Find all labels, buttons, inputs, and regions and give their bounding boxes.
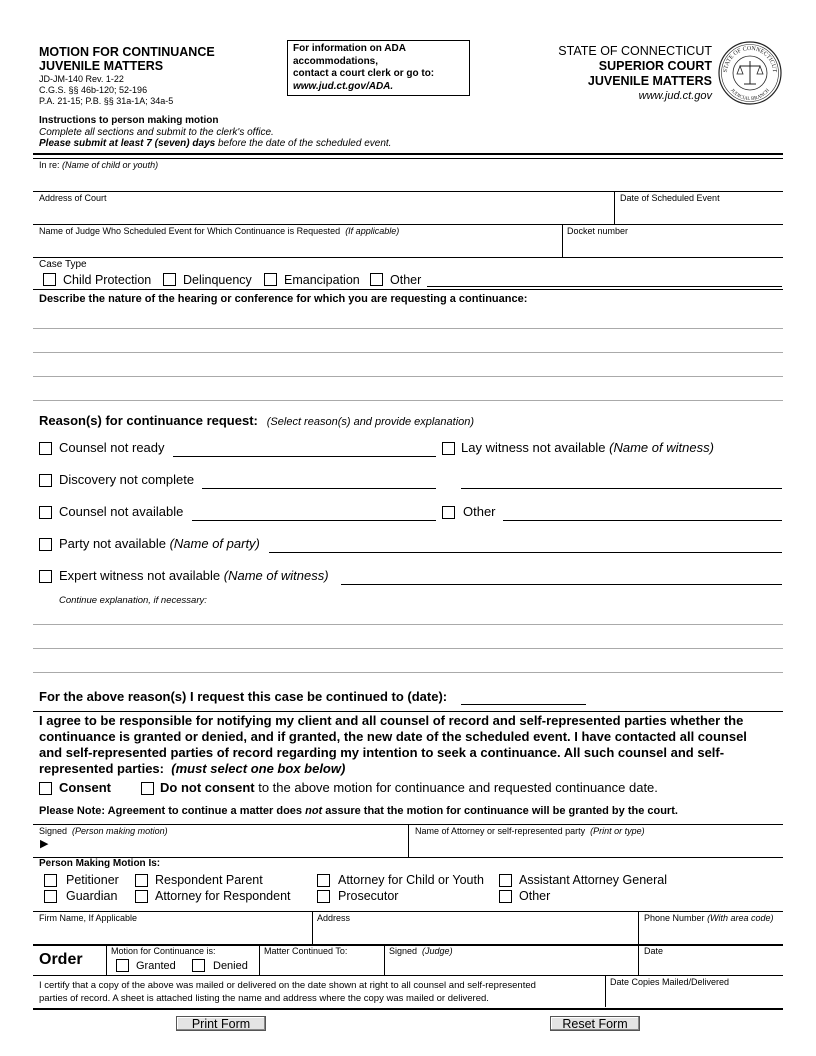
address-of-court-label: Address of Court — [39, 193, 107, 203]
describe-hearing-label: Describe the nature of the hearing or conference for which you are requesting a continuance: — [39, 293, 528, 305]
continue-explanation-label: Continue explanation, if necessary: — [59, 595, 207, 606]
phone-input[interactable] — [640, 923, 782, 943]
case-type-other-label: Other — [390, 273, 422, 287]
in-re-text: In re: — [39, 160, 60, 170]
certify-line2: parties of record. A sheet is attached listing the name and address where the copy was mailed or delivered. — [39, 992, 489, 1004]
ada-link[interactable]: www.jud.ct.gov/ADA. — [293, 80, 394, 92]
judge-signed-text: Signed — [389, 946, 418, 956]
divider — [614, 191, 615, 224]
counsel-not-available-label: Counsel not available — [59, 504, 184, 519]
instructions-heading: Instructions to person making motion — [39, 115, 219, 126]
phone-label — [644, 913, 774, 923]
date-copies-input[interactable] — [607, 988, 782, 1006]
lay-witness-input[interactable] — [461, 488, 782, 489]
judge-signed-label — [389, 946, 453, 956]
divider — [384, 945, 385, 975]
in-re-input[interactable] — [33, 170, 783, 190]
order-denied-checkbox[interactable] — [192, 959, 205, 972]
case-type-delinquency-checkbox[interactable] — [163, 273, 176, 286]
judge-signed-hint: (Judge) — [422, 946, 453, 956]
address-input[interactable] — [314, 923, 636, 943]
reset-form-button[interactable]: Reset Form — [550, 1016, 640, 1031]
counsel-not-available-checkbox[interactable] — [39, 506, 52, 519]
attorney-name-input[interactable] — [410, 836, 782, 856]
continued-to-date-input[interactable] — [461, 704, 586, 705]
order-date-input[interactable] — [640, 957, 782, 974]
divider — [33, 1008, 783, 1010]
role-guardian-checkbox[interactable] — [44, 890, 57, 903]
describe-line-4[interactable] — [33, 400, 783, 401]
divider — [33, 711, 783, 712]
expert-witness-hint: (Name of witness) — [223, 568, 329, 583]
role-prosecutor-label: Prosecutor — [338, 889, 399, 903]
divider — [33, 257, 783, 258]
signature-input[interactable] — [55, 836, 405, 856]
role-attorney-child-label: Attorney for Child or Youth — [338, 873, 484, 887]
ada-info-box — [287, 40, 470, 96]
docket-input[interactable] — [564, 236, 782, 256]
role-prosecutor-checkbox[interactable] — [317, 890, 330, 903]
case-type-delinquency-label: Delinquency — [183, 273, 252, 287]
case-type-label: Case Type — [39, 259, 87, 270]
divider — [605, 975, 606, 1007]
divider — [106, 945, 107, 975]
form-citations — [39, 74, 173, 107]
divider — [33, 224, 783, 225]
divider — [33, 191, 783, 192]
lay-witness-text: Lay witness not available — [461, 440, 606, 455]
instructions — [39, 115, 391, 150]
instructions-deadline: Please submit at least 7 (seven) days — [39, 138, 216, 149]
party-not-available-input[interactable] — [269, 552, 782, 553]
order-date-label: Date — [644, 946, 664, 956]
form-title-line1: MOTION FOR CONTINUANCE — [39, 45, 215, 59]
party-not-available-label — [59, 536, 260, 551]
consent-label: Consent — [59, 780, 111, 795]
discovery-input[interactable] — [202, 488, 436, 489]
counsel-not-ready-label: Counsel not ready — [59, 440, 165, 455]
matter-continued-to-label: Matter Continued To: — [264, 946, 348, 956]
divider — [33, 153, 783, 155]
role-petitioner-label: Petitioner — [66, 873, 119, 887]
agreement-line2: continuance is granted or denied, and if granted, the new date of the scheduled event. I have contacted all counsel — [39, 729, 747, 744]
state-seal-icon — [717, 40, 783, 106]
division-name: JUVENILE MATTERS — [587, 74, 712, 88]
firm-name-input[interactable] — [35, 923, 310, 943]
explanation-line-3[interactable] — [33, 672, 783, 673]
case-type-child-protection-checkbox[interactable] — [43, 273, 56, 286]
case-type-emancipation-checkbox[interactable] — [264, 273, 277, 286]
order-title: Order — [39, 951, 83, 968]
reasons-heading-text: Reason(s) for continuance request: — [39, 413, 258, 428]
lay-witness-hint: (Name of witness) — [609, 440, 714, 455]
divider — [312, 911, 313, 944]
ada-line3: contact a court clerk or go to: — [293, 68, 435, 79]
role-other-checkbox[interactable] — [499, 890, 512, 903]
case-type-child-protection-label: Child Protection — [63, 273, 152, 287]
docket-label: Docket number — [567, 226, 629, 236]
address-label: Address — [317, 913, 351, 923]
date-copies-label: Date Copies Mailed/Delivered — [610, 977, 730, 987]
reason-other-input[interactable] — [503, 520, 782, 521]
cgs-citation: C.G.S. §§ 46b-120; 52-196 — [39, 85, 148, 95]
certification — [39, 980, 536, 1005]
date-of-event-label: Date of Scheduled Event — [620, 193, 720, 203]
divider — [33, 975, 783, 976]
form-title — [39, 45, 215, 73]
attorney-name-label — [415, 826, 645, 836]
agreement-statement — [39, 713, 783, 777]
counsel-not-available-input[interactable] — [192, 520, 436, 521]
do-not-consent-checkbox[interactable] — [141, 782, 154, 795]
role-guardian-label: Guardian — [66, 889, 118, 903]
address-of-court-input[interactable] — [33, 203, 613, 223]
describe-line-1[interactable] — [33, 328, 783, 329]
discovery-checkbox[interactable] — [39, 474, 52, 487]
court-name: SUPERIOR COURT — [598, 59, 712, 73]
judge-signature-input[interactable] — [386, 957, 636, 974]
reasons-hint: (Select reason(s) and provide explanation) — [266, 416, 475, 428]
role-attorney-respondent-label: Attorney for Respondent — [155, 889, 291, 903]
note-not: not — [305, 805, 323, 817]
role-respondent-parent-checkbox[interactable] — [135, 874, 148, 887]
matter-continued-to-input[interactable] — [261, 957, 381, 974]
in-re-hint: (Name of child or youth) — [62, 160, 159, 170]
consent-checkbox[interactable] — [39, 782, 52, 795]
party-not-available-text: Party not available — [59, 536, 166, 551]
divider — [33, 911, 783, 912]
party-not-available-checkbox[interactable] — [39, 538, 52, 551]
reasons-heading — [39, 412, 474, 430]
pa-citation: P.A. 21-15; P.B. §§ 31a-1A; 34a-5 — [39, 96, 174, 106]
reason-other-label: Other — [463, 504, 496, 519]
role-other-label: Other — [519, 889, 551, 903]
divider — [638, 911, 639, 944]
role-respondent-parent-label: Respondent Parent — [155, 873, 263, 887]
in-re-label — [39, 160, 158, 170]
case-type-other-checkbox[interactable] — [370, 273, 383, 286]
counsel-not-ready-input[interactable] — [173, 456, 436, 457]
signature-arrow-icon: ▶ — [40, 838, 49, 850]
judge-name-hint: (If applicable) — [345, 226, 400, 236]
case-type-emancipation-label: Emancipation — [284, 273, 360, 287]
divider — [259, 945, 260, 975]
expert-witness-checkbox[interactable] — [39, 570, 52, 583]
divider — [33, 289, 783, 290]
do-not-consent-label — [160, 780, 658, 795]
ada-line2: accommodations, — [293, 55, 379, 67]
firm-name-label: Firm Name, If Applicable — [39, 913, 138, 923]
attorney-name-hint: (Print or type) — [590, 826, 645, 836]
role-attorney-respondent-checkbox[interactable] — [135, 890, 148, 903]
instructions-line1: Complete all sections and submit to the clerk's office. — [39, 126, 274, 138]
motion-is-label: Motion for Continuance is: — [111, 946, 216, 956]
lay-witness-checkbox[interactable] — [442, 442, 455, 455]
agreement-hint: (must select one box below) — [171, 761, 346, 776]
explanation-line-1[interactable] — [33, 624, 783, 625]
divider — [638, 945, 639, 975]
discovery-label: Discovery not complete — [59, 472, 195, 487]
explanation-line-2[interactable] — [33, 648, 783, 649]
do-not-consent-text: Do not consent — [160, 780, 255, 795]
describe-line-2[interactable] — [33, 352, 783, 353]
role-petitioner-checkbox[interactable] — [44, 874, 57, 887]
agreement-line1: I agree to be responsible for notifying my client and all counsel of record and self-represented parties whether the — [39, 713, 744, 728]
reason-other-checkbox[interactable] — [442, 506, 455, 519]
court-website[interactable]: www.jud.ct.gov — [638, 90, 712, 102]
ada-line1: For information on ADA — [293, 43, 406, 54]
role-aag-checkbox[interactable] — [499, 874, 512, 887]
please-note — [39, 805, 678, 817]
role-aag-label: Assistant Attorney General — [519, 873, 667, 887]
order-denied-label: Denied — [213, 960, 248, 972]
counsel-not-ready-checkbox[interactable] — [39, 442, 52, 455]
agreement-line4: represented parties: — [39, 761, 164, 776]
order-granted-label: Granted — [136, 960, 176, 972]
print-form-button[interactable]: Print Form — [176, 1016, 266, 1031]
lay-witness-label — [461, 440, 714, 455]
seal-top-text: STATE OF CONNECTICUT — [722, 45, 778, 73]
seal-bottom-text: JUDICIAL BRANCH — [729, 88, 771, 103]
note-part-a: Please Note: Agreement to continue a matter does — [39, 805, 306, 817]
person-making-motion-label: Person Making Motion Is: — [39, 858, 161, 869]
agreement-line3: and self-represented parties of record regarding my intention to seek a continuance. All such counsel and self- — [39, 745, 725, 760]
divider — [33, 158, 783, 159]
attorney-name-text: Name of Attorney or self-represented party — [415, 826, 586, 836]
phone-hint: (With area code) — [707, 913, 774, 923]
form-title-line2: JUVENILE MATTERS — [39, 59, 164, 73]
do-not-consent-rest: to the above motion for continuance and requested continuance date. — [254, 780, 658, 795]
expert-witness-input[interactable] — [341, 584, 782, 585]
divider — [408, 824, 409, 857]
court-header — [520, 44, 712, 104]
role-attorney-child-checkbox[interactable] — [317, 874, 330, 887]
judge-name-input[interactable] — [33, 236, 561, 256]
signed-hint: (Person making motion) — [72, 826, 168, 836]
certify-line1: I certify that a copy of the above was mailed or delivered on the date shown at right to all counsel and self-represented — [39, 980, 536, 991]
expert-witness-text: Expert witness not available — [59, 568, 221, 583]
judge-name-text: Name of Judge Who Scheduled Event for Which Continuance is Requested — [39, 226, 341, 236]
party-hint: (Name of party) — [169, 536, 260, 551]
signed-text: Signed — [39, 826, 68, 836]
instructions-deadline-rest: before the date of the scheduled event. — [215, 138, 392, 149]
phone-text: Phone Number — [644, 913, 705, 923]
date-of-event-input[interactable] — [616, 203, 782, 223]
state-name: STATE OF CONNECTICUT — [558, 44, 712, 58]
case-type-other-input[interactable] — [427, 286, 782, 287]
divider — [562, 224, 563, 257]
signed-label — [39, 826, 168, 836]
form-id: JD-JM-140 Rev. 1-22 — [39, 74, 124, 84]
order-granted-checkbox[interactable] — [116, 959, 129, 972]
note-part-b: assure that the motion for continuance will be granted by the court. — [322, 805, 678, 817]
continued-to-label: For the above reason(s) I request this case be continued to (date): — [39, 689, 448, 704]
describe-line-3[interactable] — [33, 376, 783, 377]
judge-name-label — [39, 226, 399, 236]
expert-witness-label — [59, 568, 329, 583]
